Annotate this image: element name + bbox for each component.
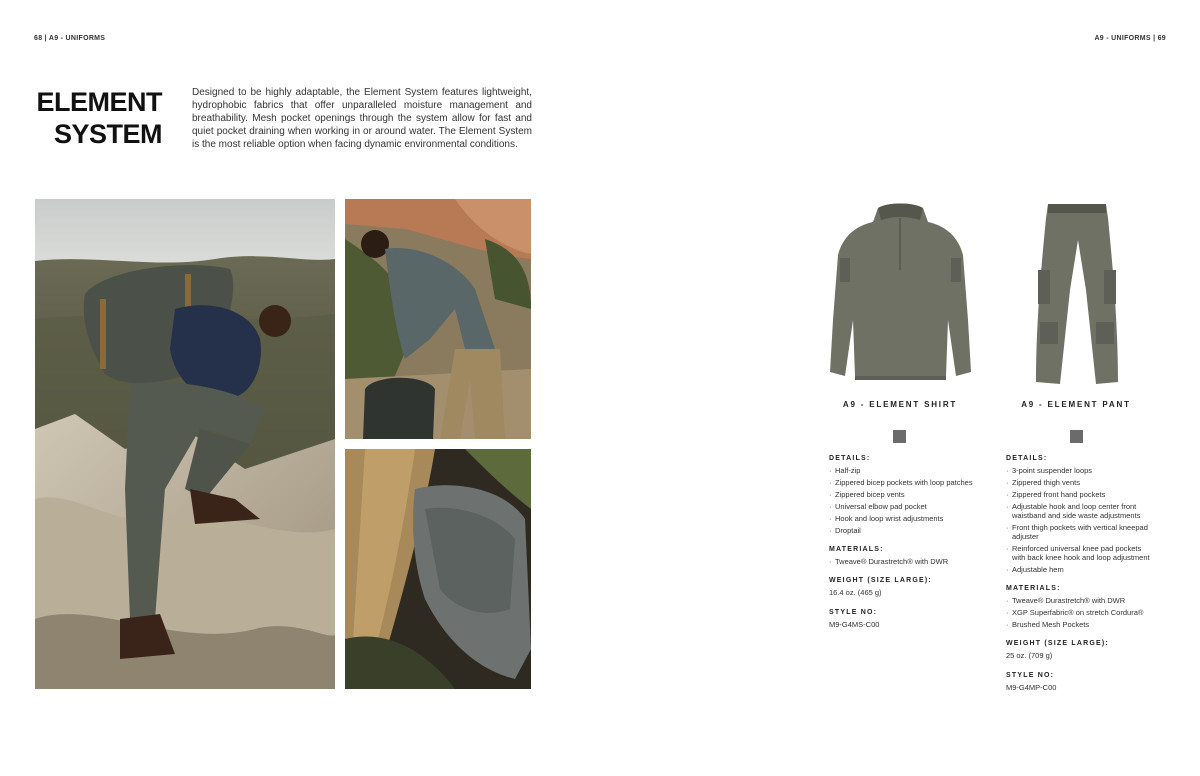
element-shirt-color-swatch[interactable] xyxy=(893,430,906,443)
list-item: · Hook and loop wrist adjustments xyxy=(829,514,979,523)
list-item: · Reinforced universal knee pad pockets with back knee hook and loop adjustment xyxy=(1006,544,1156,562)
intro-paragraph: Designed to be highly adaptable, the Element System features lightweight, hydrophobic fabrics that offer unparalleled moisture management and breathability. Mesh pocket openings through the system allow for fast and quiet pocket draining when working in or around water. The Element System is the most reliable option when facing dynamic environmental conditions. xyxy=(192,87,532,150)
list-item: · Zippered thigh vents xyxy=(1006,478,1156,487)
pant-details-list xyxy=(1006,466,1156,574)
shirt-materials-list xyxy=(829,557,979,566)
list-item: · Brushed Mesh Pockets xyxy=(1006,620,1156,629)
shirt-details-heading: DETAILS: xyxy=(829,455,871,462)
list-item: · Zippered front hand pockets xyxy=(1006,490,1156,499)
shirt-details-list xyxy=(829,466,979,535)
list-item: · 3-point suspender loops xyxy=(1006,466,1156,475)
shirt-style-heading: STYLE NO: xyxy=(829,609,878,616)
list-item: · Adjustable hook and loop center front waistband and side waste adjustments xyxy=(1006,502,1156,520)
element-pant-image xyxy=(1026,200,1126,388)
element-shirt-image xyxy=(828,200,973,388)
shirt-weight-value: 16.4 oz. (465 g) xyxy=(829,588,882,597)
shirt-materials-heading: MATERIALS: xyxy=(829,546,884,553)
list-item: · Tweave® Durastretch® with DWR xyxy=(1006,596,1156,605)
list-item: · XGP Superfabric® on stretch Cordura® xyxy=(1006,608,1156,617)
list-item: · Front thigh pockets with vertical kneepad adjuster xyxy=(1006,523,1156,541)
pant-weight-heading: WEIGHT (SIZE LARGE): xyxy=(1006,640,1109,647)
list-item: · Universal elbow pad pocket xyxy=(829,502,979,511)
list-item: · Droptail xyxy=(829,526,979,535)
pant-style-value: M9-G4MP-C00 xyxy=(1006,683,1057,692)
lifestyle-photo-packing xyxy=(345,199,531,439)
list-item: · Adjustable hem xyxy=(1006,565,1156,574)
shirt-weight-heading: WEIGHT (SIZE LARGE): xyxy=(829,577,932,584)
list-item: · Zippered bicep vents xyxy=(829,490,979,499)
pant-style-heading: STYLE NO: xyxy=(1006,672,1055,679)
element-shirt-name: A9 - ELEMENT SHIRT xyxy=(842,400,958,409)
pant-weight-value: 25 oz. (709 g) xyxy=(1006,651,1053,660)
lifestyle-photo-pant-closeup xyxy=(345,449,531,689)
page-number-left: 68 | A9 - UNIFORMS xyxy=(34,35,106,42)
element-pant-color-swatch[interactable] xyxy=(1070,430,1083,443)
list-item: · Tweave® Durastretch® with DWR xyxy=(829,557,979,566)
shirt-style-value: M9-G4MS-C00 xyxy=(829,620,880,629)
element-shirt-specs xyxy=(829,454,979,640)
list-item: · Half-zip xyxy=(829,466,979,475)
lifestyle-photo-hiker-climbing xyxy=(35,199,335,689)
list-item: · Zippered bicep pockets with loop patches xyxy=(829,478,979,487)
section-title-line-2: SYSTEM xyxy=(53,119,162,149)
section-title-line-1: ELEMENT xyxy=(36,87,162,117)
pant-materials-heading: MATERIALS: xyxy=(1006,585,1061,592)
pant-details-heading: DETAILS: xyxy=(1006,455,1048,462)
section-title xyxy=(30,86,162,150)
pant-materials-list xyxy=(1006,596,1156,629)
element-pant-name: A9 - ELEMENT PANT xyxy=(1021,400,1131,409)
element-pant-specs xyxy=(1006,454,1156,703)
page-number-right: A9 - UNIFORMS | 69 xyxy=(1094,35,1166,42)
